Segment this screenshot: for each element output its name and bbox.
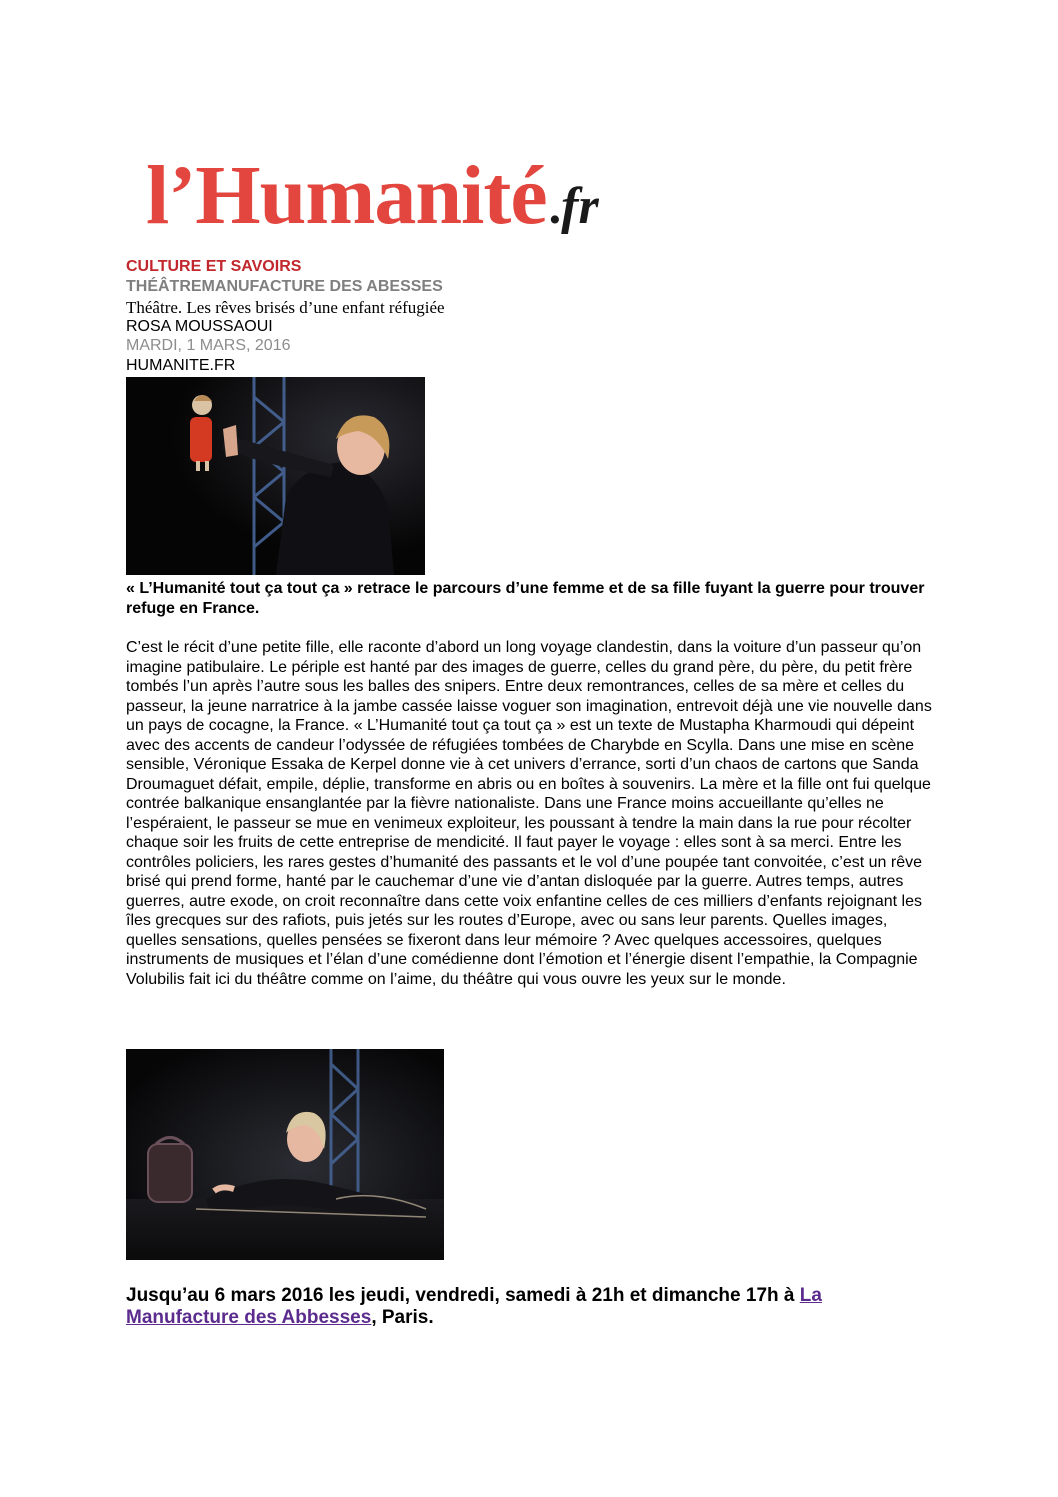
logo-tld: fr <box>561 178 599 235</box>
logo-dot: . <box>548 178 562 234</box>
article-lede: « L’Humanité tout ça tout ça » retrace le parcours d’une femme et de sa fille fuyant la guerre pour trouver refuge en France. <box>126 580 925 617</box>
humanite-logo <box>146 148 599 244</box>
performance-city: , Paris. <box>371 1307 434 1328</box>
article-author: ROSA MOUSSAOUI <box>126 318 273 335</box>
article-section: THÉÂTREMANUFACTURE DES ABESSES <box>126 278 443 295</box>
performance-dates: Jusqu’au 6 mars 2016 les jeudi, vendredi, samedi à 21h et dimanche 17h à <box>126 1285 800 1306</box>
article-date: MARDI, 1 MARS, 2016 <box>126 337 291 354</box>
article-headline: Théâtre. Les rêves brisés d’une enfant réfugiée <box>126 298 445 317</box>
stage-photo-floor <box>126 1049 444 1260</box>
stage-photo-doll <box>126 377 425 575</box>
venue-link[interactable]: La Manufacture des Abbesses <box>126 1285 822 1328</box>
logo-wordmark: l’Humanité <box>146 149 547 242</box>
article-rubric: CULTURE ET SAVOIRS <box>126 258 302 275</box>
article-source: HUMANITE.FR <box>126 357 236 374</box>
article-body: C’est le récit d’une petite fille, elle raconte d’abord un long voyage clandestin, dans la voiture d’un passeur qu’on imagine patibulaire. Le périple est hanté par des images de guerre, celles du grand père, du père, du petit frère tombés l’un après l’autre sous les balles des snipers. Entre deux remontrances, celles de sa mère et celles du passeur, la jeune narratrice à la jambe cassée laisse voguer son imagination, entrevoit déjà une vie nouvelle dans un pays de cocagne, la France. « L’Humanité tout ça tout ça » est un texte de Mustapha Kharmoudi qui dépeint avec des accents de candeur l’odyssée de réfugiées tombées de Charybde en Scylla. Dans une mise en scène sensible, Véronique Essaka de Kerpel donne vie à cet univers d’errance, sorti d’un chaos de cartons que Sanda Droumaguet défait, empile, déplie, transforme en abris ou en boîtes à souvenirs. La mère et la fille ont fui quelque contrée balkanique ensanglantée par la fièvre nationaliste. Dans une France moins accueillante qu’elles ne l’espéraient, le passeur se mue en venimeux exploiteur, les poussant à tendre la main dans la rue pour récolter chaque soir les fruits de cette entreprise de mendicité. Il faut payer le voyage : elles sont à sa merci. Entre les contrôles policiers, les rares gestes d’humanité des passants et le vol d’une poupée tant convoitée, c’est un rêve brisé qui prend forme, hanté par le cauchemar d’une vie d’antan disloquée par la guerre. Autres temps, autres guerres, autre exode, on croit reconnaître dans cette voix enfantine celles de ces milliers d’enfants rejoignant les îles grecques sur des rafiots, puis jetés sur les routes d’Europe, avec ou sans leur parents. Quelles images, quelles sensations, quelles pensées se fixeront dans leur mémoire ? Avec quelques accessoires, quelques instruments de musiques et l’élan d’une comédienne dont l’émotion et l’énergie disent l’empathie, la Compagnie Volubilis fait ici du théâtre comme on l’aime, du théâtre qui vous ouvre les yeux sur le monde. <box>126 639 932 988</box>
performance-info <box>126 1285 926 1329</box>
